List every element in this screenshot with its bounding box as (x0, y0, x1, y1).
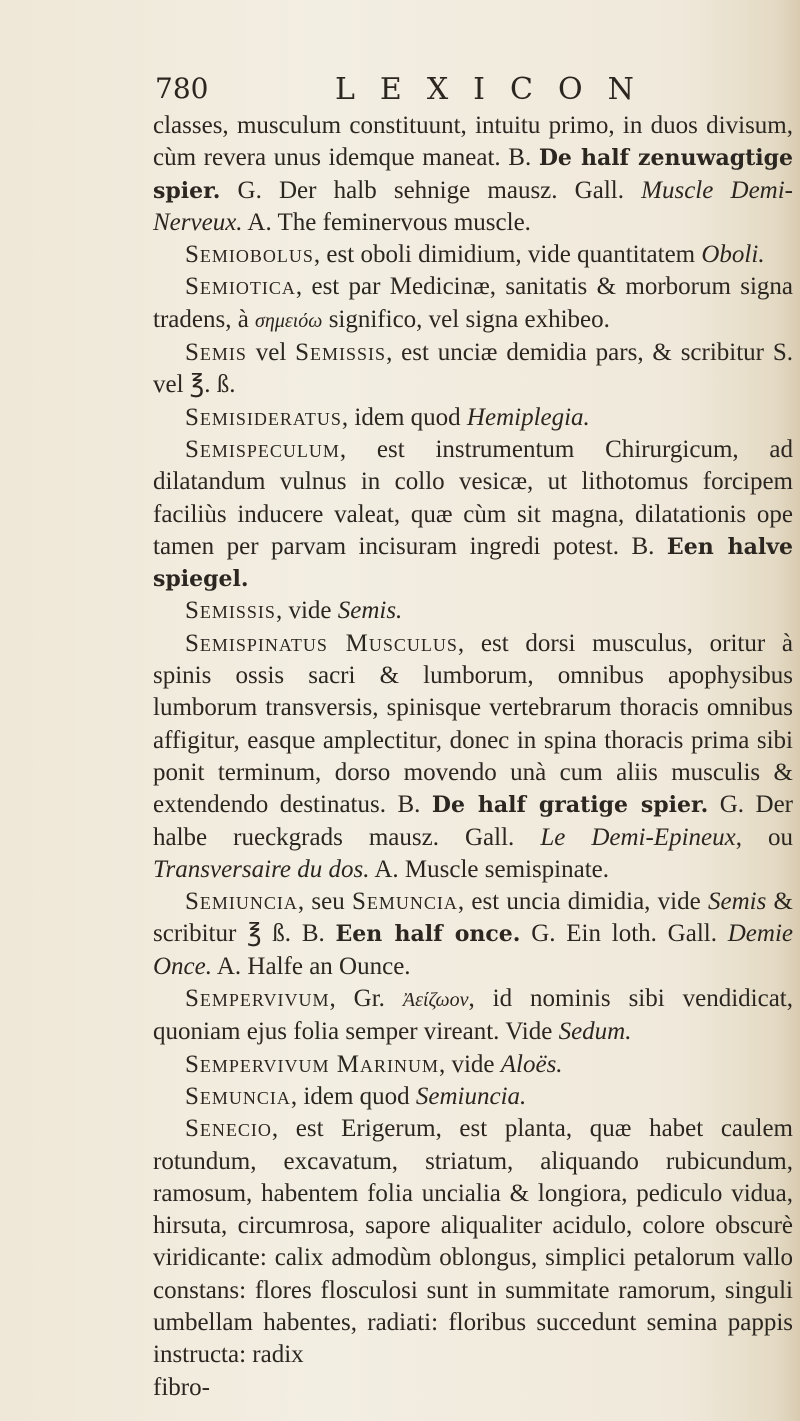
page-header (155, 68, 795, 108)
entry-text: G. Der halb sehnige mausz. Gall. (220, 176, 642, 204)
headword: Senecio (185, 1115, 272, 1143)
entry-sempervivum_marinum (153, 1049, 793, 1081)
entry-text: , est unciæ demidia pars, & scribitur S. vel ℥. ß. (153, 339, 793, 399)
entry-text: , est Erigerum, est planta, quæ habet caulem rotundum, excavatum, striatum, aliquando rubicundum, ramosum, habentem folia uncialia & longiora, pediculo vidua, hirsuta, circumrosa, sapore aliqualiter acidulo, colore obscurè viridicante: calix admodùm oblongus, simplici petalorum vallo constans: flores flosculosi sunt in summitate ramorum, singuli umbellam habentes, radiati: floribus succedunt semina pappis instructa: radix (153, 1115, 793, 1369)
italic-text: Le Demi-Epineux (540, 823, 736, 851)
catchword: fibro- (153, 1373, 210, 1401)
headword: Semispinatus Musculus (185, 629, 458, 657)
headword: Semuncia (185, 1082, 291, 1110)
entry-text: vel (246, 339, 296, 367)
entry-text: , idem quod (341, 403, 467, 431)
entry-text: , est instrumentum Chirurgicum, ad dilatandum vulnus in collo vesicæ, ut lithotomus forcipem faciliùs inducere valeat, quæ cùm sit magna, dilatationis ope tamen per parvam incisuram ingredi potest. B. (153, 435, 793, 560)
italic-text: Semis. (337, 597, 403, 625)
italic-text: Demie Once. (153, 920, 793, 980)
entry-text: classes, musculum constituunt, intuitu primo, in duos divisum, cùm revera unus idemque maneat. B. (153, 112, 793, 172)
headword: Sempervivum (185, 985, 330, 1013)
entry-semiotica (153, 271, 793, 337)
entry-text: , est oboli dimidium, vide quantitatem (313, 241, 702, 269)
headword: Semiuncia (185, 888, 298, 916)
blackletter-translation: De half gratige spier. (431, 792, 709, 819)
italic-text: Semiuncia. (415, 1082, 527, 1110)
italic-text: Sedum. (558, 1018, 632, 1046)
italic-text: Semis (707, 888, 767, 916)
entry-semuncia (153, 1081, 793, 1113)
entry-semispeculum (153, 434, 793, 595)
entry-sempervivum (153, 983, 793, 1049)
entry-semispinatus (153, 628, 793, 886)
headword: Semissis (185, 597, 276, 625)
italic-text: Oboli. (701, 241, 765, 269)
greek-word: σημειόω (255, 309, 323, 332)
entry-text: & scribitur ℥ ß. B. (153, 888, 793, 948)
entry-text: , est dorsi musculus, oritur à spinis ossis sacri & lumborum, omnibus apophysibus lumborum transversis, spinisque vertebrarum thoracis omnibus affigitur, easque amplectitur, donec in spina thoracis prima sibi ponit terminum, dorso movendo unà cum aliis musculis & extendendo destinatus. B. (153, 629, 794, 819)
entry-semissis (153, 595, 793, 627)
entry-senecio (153, 1113, 793, 1371)
entry-semisideratus (153, 402, 793, 434)
headword: Semiotica (185, 273, 296, 301)
greek-word: Ἀείζωον (402, 989, 469, 1012)
italic-text: Aloës. (500, 1050, 563, 1078)
entry-text: , vide (438, 1050, 501, 1078)
entry-text: A. The feminervous muscle. (242, 208, 531, 236)
blackletter-translation: Een halve spiegel. (153, 533, 794, 593)
entry-text: , seu (297, 888, 352, 916)
entry-text: G. Der halbe rueckgrads mausz. Gall. (153, 791, 794, 851)
headword: Semis (185, 339, 247, 367)
headword: Semisideratus (185, 403, 342, 431)
headword: Semiobolus (185, 241, 314, 269)
page-number: 780 (155, 72, 209, 105)
entry-text: , est par Medicinæ, sanitatis & morborum signa tradens, à (153, 273, 793, 333)
entry-semiuncia (153, 886, 793, 983)
entry-text: , vide (275, 597, 338, 625)
headword: Semuncia (351, 888, 458, 916)
headword: Semispeculum (185, 435, 340, 463)
entry-text: A. Muscle semispinate. (369, 855, 610, 883)
italic-text: Hemiplegia. (466, 403, 590, 431)
entry-text: , idem quod (290, 1082, 416, 1110)
italic-text: Muscle Demi-Nerveux. (153, 176, 793, 236)
entry-text: , Gr. (329, 985, 403, 1013)
entry-semis (153, 337, 793, 402)
entry-cont (153, 110, 793, 239)
entry-text: , ou (735, 823, 794, 851)
entry-text: , id nominis sibi vendidicat, quoniam ejus folia semper vireant. Vide (153, 985, 794, 1046)
entry-text: A. Halfe an Ounce. (212, 952, 411, 980)
entry-text: G. Ein loth. Gall. (520, 920, 728, 948)
headword: Semissis (295, 339, 387, 367)
dictionary-text (153, 110, 793, 1404)
entry-text: significo, vel signa exhibeo. (322, 305, 610, 333)
entry-semiobolus (153, 239, 793, 271)
blackletter-translation: Een half once. (335, 921, 521, 948)
italic-text: Transversaire du dos. (153, 855, 370, 883)
headword: Sempervivum Marinum (185, 1050, 439, 1078)
blackletter-translation: De half zenuwagtige spier. (153, 145, 793, 204)
entry-text: , est uncia dimidia, vide (457, 888, 708, 916)
running-head: LEXICON (335, 72, 659, 107)
